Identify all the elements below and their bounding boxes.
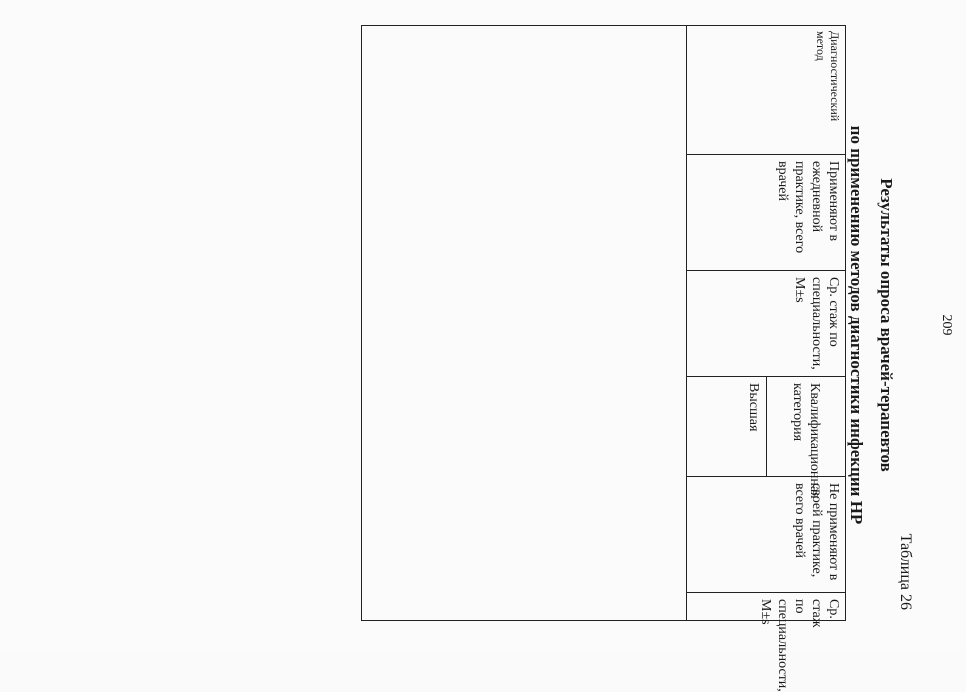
table-title-line1: Результаты опроса врачей-терапевтов	[877, 178, 896, 472]
header-cat-high: Высшая	[686, 377, 766, 477]
header-notapply-experience: Ср. стаж по специальности, М±s	[686, 593, 846, 621]
page-number: 209	[939, 314, 954, 336]
table-title-line2: по применению методов диагностики инфекции НР	[847, 125, 866, 525]
table-label: Таблица 26	[897, 533, 914, 610]
header-qual-category: Квалификационная категория	[766, 377, 846, 477]
header-notapply-total: Не применяют в своей практике, всего врачей	[686, 477, 846, 593]
survey-table	[361, 25, 846, 692]
header-method: Диагностический метод	[686, 25, 846, 155]
header-apply-experience: Ср. стаж по специальности, М±s	[686, 271, 846, 377]
header-apply-total: Применяют в ежедневной практике, всего врачей	[686, 155, 846, 271]
